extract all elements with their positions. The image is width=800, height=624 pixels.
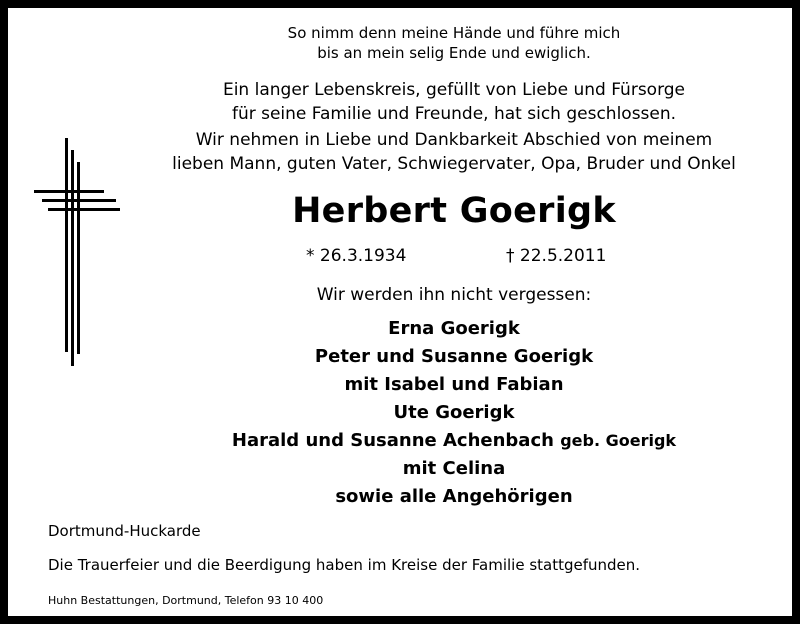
mourner-7: sowie alle Angehörigen — [335, 486, 573, 507]
remembrance-line: Wir werden ihn nicht vergessen: — [316, 285, 592, 305]
verse-line-2: bis an mein selig Ende und ewiglich. — [317, 44, 591, 62]
mourner-1: Erna Goerigk — [388, 318, 520, 339]
mourner-4: Ute Goerigk — [393, 402, 515, 423]
place-line: Dortmund-Huckarde — [48, 522, 201, 540]
mourner-3: mit Isabel und Fabian — [344, 374, 564, 395]
intro-line-1: Ein langer Lebenskreis, gefüllt von Liebe und Fürsorge — [222, 80, 686, 100]
intro-line-2: für seine Familie und Freunde, hat sich geschlossen. — [231, 104, 677, 124]
verse-line-1: So nimm denn meine Hände und führe mich — [287, 24, 621, 42]
birth-date: * 26.3.1934 — [306, 246, 407, 266]
intro-line-3: Wir nehmen in Liebe und Dankbarkeit Abschied von meinem — [195, 130, 713, 150]
undertaker-line: Huhn Bestattungen, Dortmund, Telefon 93 10 400 — [48, 594, 324, 607]
mourner-5-note: geb. Goerigk — [560, 431, 677, 450]
funeral-note: Die Trauerfeier und die Beerdigung haben im Kreise der Familie stattgefunden. — [48, 556, 641, 574]
mourner-5: Harald und Susanne Achenbach — [231, 430, 554, 451]
mourner-2: Peter und Susanne Goerigk — [314, 346, 594, 367]
intro-line-4: lieben Mann, guten Vater, Schwiegervater, Opa, Bruder und Onkel — [172, 154, 736, 174]
mourner-5-row — [54, 430, 800, 451]
deceased-name: Herbert Goerigk — [292, 191, 616, 231]
mourner-6: mit Celina — [402, 458, 506, 479]
death-date: † 22.5.2011 — [506, 246, 607, 266]
